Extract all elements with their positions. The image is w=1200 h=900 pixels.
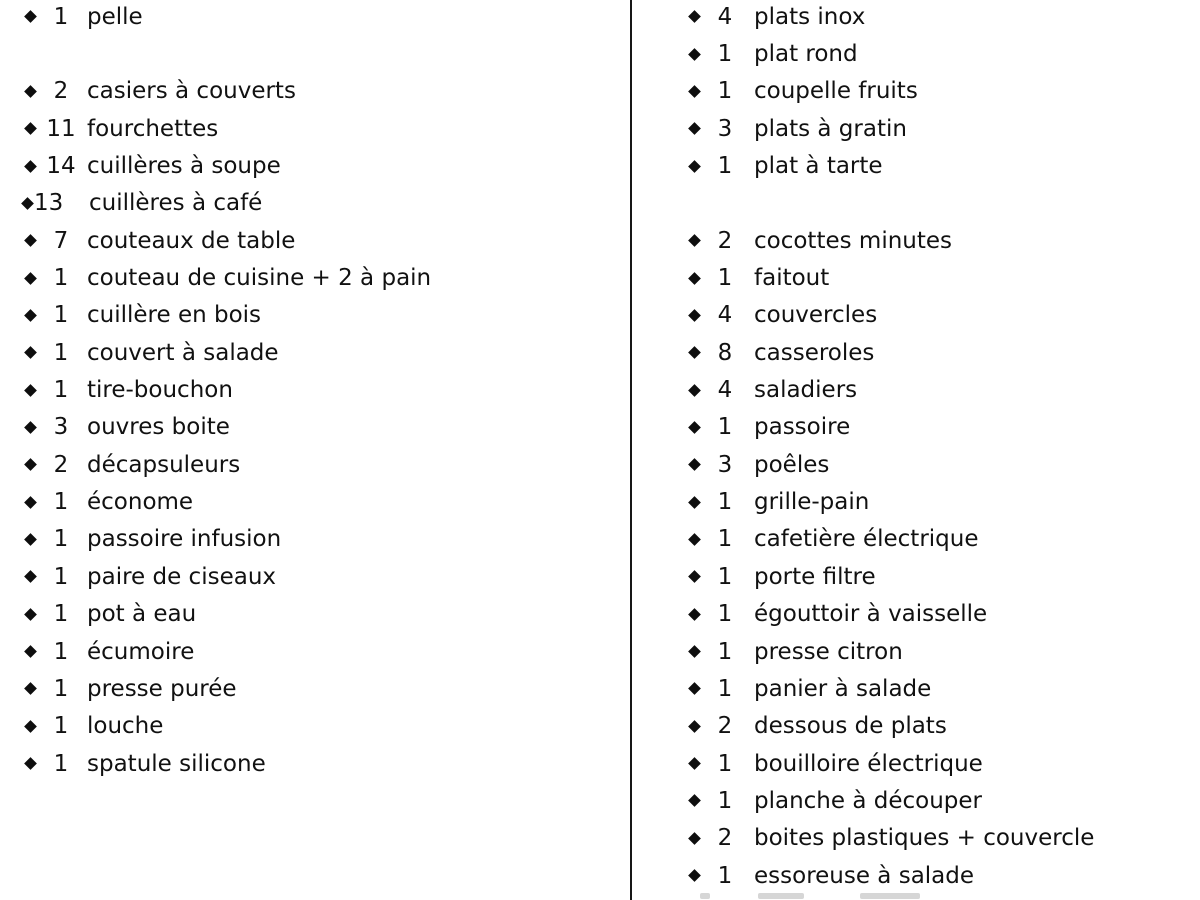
diamond-bullet-icon bbox=[688, 384, 701, 397]
diamond-bullet-icon bbox=[24, 757, 37, 770]
item-quantity: 11 bbox=[46, 115, 76, 142]
diamond-bullet-icon bbox=[24, 720, 37, 733]
item-label: boites plastiques + couvercle bbox=[754, 825, 1095, 852]
inventory-right-column bbox=[632, 0, 1200, 894]
item-quantity: 3 bbox=[717, 451, 733, 478]
item-label: coupelle fruits bbox=[754, 78, 918, 105]
item-quantity: 1 bbox=[717, 78, 733, 105]
inventory-item bbox=[632, 297, 1200, 334]
inventory-item bbox=[632, 371, 1200, 408]
inventory-item bbox=[0, 633, 628, 670]
item-quantity: 1 bbox=[717, 601, 733, 628]
inventory-item bbox=[0, 708, 628, 745]
diamond-bullet-icon bbox=[24, 682, 37, 695]
item-label: spatule silicone bbox=[87, 750, 266, 777]
inventory-item bbox=[632, 521, 1200, 558]
inventory-item bbox=[632, 73, 1200, 110]
inventory-item bbox=[0, 483, 628, 520]
item-quantity: 1 bbox=[717, 787, 733, 814]
item-label: essoreuse à salade bbox=[754, 862, 975, 889]
item-quantity: 1 bbox=[717, 750, 733, 777]
item-quantity: 1 bbox=[717, 675, 733, 702]
item-label: porte filtre bbox=[754, 563, 876, 590]
item-label: économe bbox=[87, 489, 194, 516]
diamond-bullet-icon bbox=[688, 309, 701, 322]
diamond-bullet-icon bbox=[24, 421, 37, 434]
diamond-bullet-icon bbox=[24, 570, 37, 583]
inventory-item bbox=[632, 670, 1200, 707]
item-label: couteaux de table bbox=[87, 227, 296, 254]
list-spacer bbox=[632, 185, 1200, 222]
item-label: plats inox bbox=[754, 3, 866, 30]
item-quantity: 1 bbox=[53, 563, 69, 590]
diamond-bullet-icon bbox=[688, 832, 701, 845]
item-label: planche à découper bbox=[754, 787, 983, 814]
item-quantity: 1 bbox=[53, 302, 69, 329]
item-label: tire-bouchon bbox=[87, 377, 233, 404]
diamond-bullet-icon bbox=[688, 645, 701, 658]
inventory-item bbox=[0, 73, 628, 110]
item-label: cocottes minutes bbox=[754, 227, 953, 254]
item-quantity: 1 bbox=[53, 339, 69, 366]
item-label: fourchettes bbox=[87, 115, 219, 142]
diamond-bullet-icon bbox=[688, 272, 701, 285]
item-quantity: 2 bbox=[53, 451, 69, 478]
item-quantity: 1 bbox=[717, 489, 733, 516]
item-label: écumoire bbox=[87, 638, 195, 665]
item-quantity: 1 bbox=[717, 265, 733, 292]
diamond-bullet-icon bbox=[688, 421, 701, 434]
item-label: cuillères à soupe bbox=[87, 153, 281, 180]
diamond-bullet-icon bbox=[688, 10, 701, 23]
diamond-bullet-icon bbox=[688, 496, 701, 509]
item-label: paire de ciseaux bbox=[87, 563, 277, 590]
inventory-item bbox=[0, 558, 628, 595]
diamond-bullet-icon bbox=[688, 682, 701, 695]
diamond-bullet-icon bbox=[688, 234, 701, 247]
item-label: presse citron bbox=[754, 638, 903, 665]
inventory-item bbox=[0, 259, 628, 296]
item-quantity: 13 bbox=[34, 190, 64, 217]
item-quantity: 1 bbox=[717, 638, 733, 665]
item-quantity: 1 bbox=[53, 526, 69, 553]
inventory-item bbox=[632, 334, 1200, 371]
item-label: plats à gratin bbox=[754, 115, 907, 142]
item-label: couvert à salade bbox=[87, 339, 279, 366]
item-quantity: 2 bbox=[717, 713, 733, 740]
item-quantity: 1 bbox=[53, 3, 69, 30]
item-label: saladiers bbox=[754, 377, 858, 404]
item-label: poêles bbox=[754, 451, 830, 478]
diamond-bullet-icon bbox=[24, 160, 37, 173]
inventory-item bbox=[632, 745, 1200, 782]
diamond-bullet-icon bbox=[688, 533, 701, 546]
inventory-item bbox=[0, 409, 628, 446]
inventory-item bbox=[0, 446, 628, 483]
diamond-bullet-icon bbox=[24, 496, 37, 509]
item-label: plat à tarte bbox=[754, 153, 883, 180]
item-quantity: 1 bbox=[53, 601, 69, 628]
item-quantity: 3 bbox=[717, 115, 733, 142]
inventory-item bbox=[0, 185, 628, 222]
diamond-bullet-icon bbox=[24, 384, 37, 397]
diamond-bullet-icon bbox=[24, 234, 37, 247]
diamond-bullet-icon bbox=[24, 458, 37, 471]
item-label: faitout bbox=[754, 265, 830, 292]
inventory-item bbox=[632, 222, 1200, 259]
item-quantity: 1 bbox=[717, 563, 733, 590]
item-quantity: 4 bbox=[717, 377, 733, 404]
item-label: plat rond bbox=[754, 41, 858, 68]
item-quantity: 2 bbox=[717, 227, 733, 254]
inventory-item bbox=[632, 708, 1200, 745]
item-label: louche bbox=[87, 713, 164, 740]
diamond-bullet-icon bbox=[24, 309, 37, 322]
diamond-bullet-icon bbox=[688, 869, 701, 882]
item-quantity: 1 bbox=[53, 489, 69, 516]
item-quantity: 1 bbox=[53, 377, 69, 404]
item-quantity: 1 bbox=[717, 153, 733, 180]
item-quantity: 1 bbox=[717, 862, 733, 889]
inventory-item bbox=[632, 147, 1200, 184]
inventory-item bbox=[0, 222, 628, 259]
diamond-bullet-icon bbox=[688, 757, 701, 770]
inventory-item bbox=[0, 147, 628, 184]
item-quantity: 1 bbox=[53, 750, 69, 777]
inventory-item bbox=[632, 820, 1200, 857]
item-quantity: 14 bbox=[46, 153, 76, 180]
diamond-bullet-icon bbox=[688, 720, 701, 733]
item-label: passoire bbox=[754, 414, 851, 441]
inventory-item bbox=[0, 110, 628, 147]
item-label: ouvres boite bbox=[87, 414, 230, 441]
item-label: bouilloire électrique bbox=[754, 750, 983, 777]
item-quantity: 1 bbox=[717, 526, 733, 553]
item-label: passoire infusion bbox=[87, 526, 282, 553]
item-quantity: 1 bbox=[717, 41, 733, 68]
inventory-item bbox=[632, 409, 1200, 446]
inventory-item bbox=[632, 35, 1200, 72]
inventory-item bbox=[632, 483, 1200, 520]
diamond-bullet-icon bbox=[688, 122, 701, 135]
item-label: casseroles bbox=[754, 339, 875, 366]
item-quantity: 1 bbox=[53, 675, 69, 702]
diamond-bullet-icon bbox=[688, 346, 701, 359]
inventory-item bbox=[632, 857, 1200, 894]
diamond-bullet-icon bbox=[24, 608, 37, 621]
item-label: dessous de plats bbox=[754, 713, 947, 740]
inventory-item bbox=[632, 633, 1200, 670]
item-label: presse purée bbox=[87, 675, 237, 702]
inventory-item bbox=[632, 782, 1200, 819]
item-quantity: 3 bbox=[53, 414, 69, 441]
item-label: grille-pain bbox=[754, 489, 870, 516]
diamond-bullet-icon bbox=[24, 645, 37, 658]
inventory-item bbox=[0, 670, 628, 707]
inventory-item bbox=[0, 521, 628, 558]
inventory-item bbox=[0, 371, 628, 408]
item-quantity: 8 bbox=[717, 339, 733, 366]
diamond-bullet-icon bbox=[688, 85, 701, 98]
list-spacer bbox=[0, 35, 628, 72]
item-quantity: 2 bbox=[717, 825, 733, 852]
diamond-bullet-icon bbox=[688, 48, 701, 61]
inventory-left-column bbox=[0, 0, 628, 782]
diamond-bullet-icon bbox=[688, 608, 701, 621]
diamond-bullet-icon bbox=[688, 458, 701, 471]
inventory-item bbox=[632, 596, 1200, 633]
diamond-bullet-icon bbox=[688, 160, 701, 173]
item-label: couvercles bbox=[754, 302, 878, 329]
inventory-item bbox=[632, 259, 1200, 296]
diamond-bullet-icon bbox=[24, 10, 37, 23]
item-label: décapsuleurs bbox=[87, 451, 241, 478]
item-quantity: 1 bbox=[53, 638, 69, 665]
inventory-item bbox=[0, 0, 628, 35]
inventory-item bbox=[632, 0, 1200, 35]
diamond-bullet-icon bbox=[24, 533, 37, 546]
inventory-item bbox=[0, 297, 628, 334]
inventory-item bbox=[632, 558, 1200, 595]
inventory-item bbox=[0, 745, 628, 782]
item-label: cuillère en bois bbox=[87, 302, 262, 329]
item-quantity: 7 bbox=[53, 227, 69, 254]
inventory-item bbox=[632, 446, 1200, 483]
item-label: cafetière électrique bbox=[754, 526, 979, 553]
diamond-bullet-icon bbox=[688, 795, 701, 808]
inventory-item bbox=[0, 334, 628, 371]
diamond-bullet-icon bbox=[24, 346, 37, 359]
diamond-bullet-icon bbox=[24, 272, 37, 285]
item-quantity: 1 bbox=[53, 713, 69, 740]
diamond-bullet-icon bbox=[24, 122, 37, 135]
item-label: cuillères à café bbox=[89, 190, 263, 217]
item-label: pelle bbox=[87, 3, 143, 30]
item-quantity: 4 bbox=[717, 302, 733, 329]
item-quantity: 1 bbox=[53, 265, 69, 292]
item-label: égouttoir à vaisselle bbox=[754, 601, 988, 628]
inventory-item bbox=[632, 110, 1200, 147]
item-label: couteau de cuisine + 2 à pain bbox=[87, 265, 432, 292]
diamond-bullet-icon bbox=[24, 85, 37, 98]
item-label: pot à eau bbox=[87, 601, 197, 628]
item-quantity: 4 bbox=[717, 3, 733, 30]
inventory-item bbox=[0, 596, 628, 633]
diamond-bullet-icon bbox=[688, 570, 701, 583]
item-quantity: 2 bbox=[53, 78, 69, 105]
item-quantity: 1 bbox=[717, 414, 733, 441]
item-label: panier à salade bbox=[754, 675, 932, 702]
item-label: casiers à couverts bbox=[87, 78, 296, 105]
